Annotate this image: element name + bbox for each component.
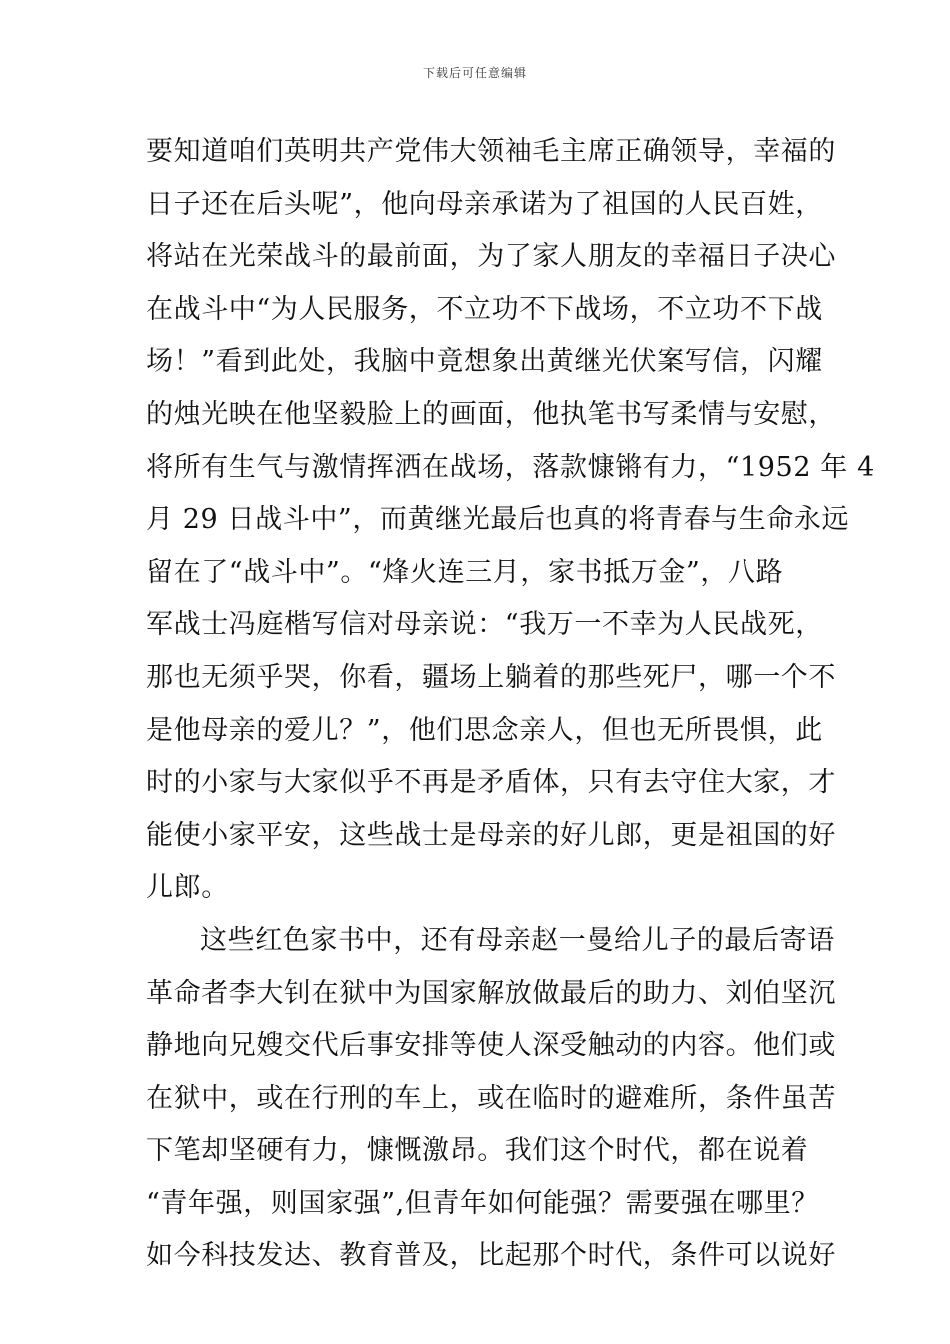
text-line: 月 29 日战斗中”，而黄继光最后也真的将青春与生命永远 [146,504,850,536]
text-line: 要知道咱们英明共产党伟大领袖毛主席正确领导，幸福的 [146,136,836,167]
text-line: 日子还在后头呢”，他向母亲承诺为了祖国的人民百姓， [146,188,823,220]
text-line: 将所有生气与激情挥洒在战场，落款慷锵有力，“1952 年 4 [146,451,875,483]
paragraph-2 [146,915,836,1283]
text-line: 在战斗中“为人民服务，不立功不下战场，不立功不下战 [146,293,823,325]
paragraph-1 [146,126,875,915]
text-line: 场！”看到此处，我脑中竟想象出黄继光伏案写信，闪耀 [146,346,823,378]
page-header: 下载后可任意编辑 [422,66,527,80]
text-line: “青年强，则国家强”,但青年如何能强？需要强在哪里？ [146,1187,819,1219]
document-body [146,126,875,1283]
text-line: 军战士冯庭楷写信对母亲说：“我万一不幸为人民战死， [146,609,823,641]
text-line: 革命者李大钊在狱中为国家解放做最后的助力、刘伯坚沉 [146,977,836,1009]
text-line: 儿郎。 [146,872,229,904]
text-line: 能使小家平安，这些战士是母亲的好儿郎，更是祖国的好 [146,819,836,851]
text-line: 这些红色家书中，还有母亲赵一曼给儿子的最后寄语 [200,924,835,956]
text-line: 的烛光映在他坚毅脸上的画面，他执笔书写柔情与安慰， [146,398,836,430]
text-line: 是他母亲的爱儿？”，他们思念亲人，但也无所畏惧，此 [146,714,823,746]
text-line: 留在了“战斗中”。“烽火连三月，家书抵万金”，八路 [146,556,784,588]
text-line: 那也无须乎哭，你看，疆场上躺着的那些死尸，哪一个不 [146,661,836,693]
text-line: 如今科技发达、教育普及，比起那个时代，条件可以说好 [146,1240,836,1272]
text-line: 静地向兄嫂交代后事安排等使人深受触动的内容。他们或 [146,1030,836,1062]
text-line: 将站在光荣战斗的最前面，为了家人朋友的幸福日子决心 [146,241,836,273]
text-line: 时的小家与大家似乎不再是矛盾体，只有去守住大家，才 [146,767,836,799]
text-line: 在狱中，或在行刑的车上，或在临时的避难所，条件虽苦 [146,1082,836,1114]
text-line: 下笔却坚硬有力，慷慨激昂。我们这个时代，都在说着 [146,1135,809,1167]
